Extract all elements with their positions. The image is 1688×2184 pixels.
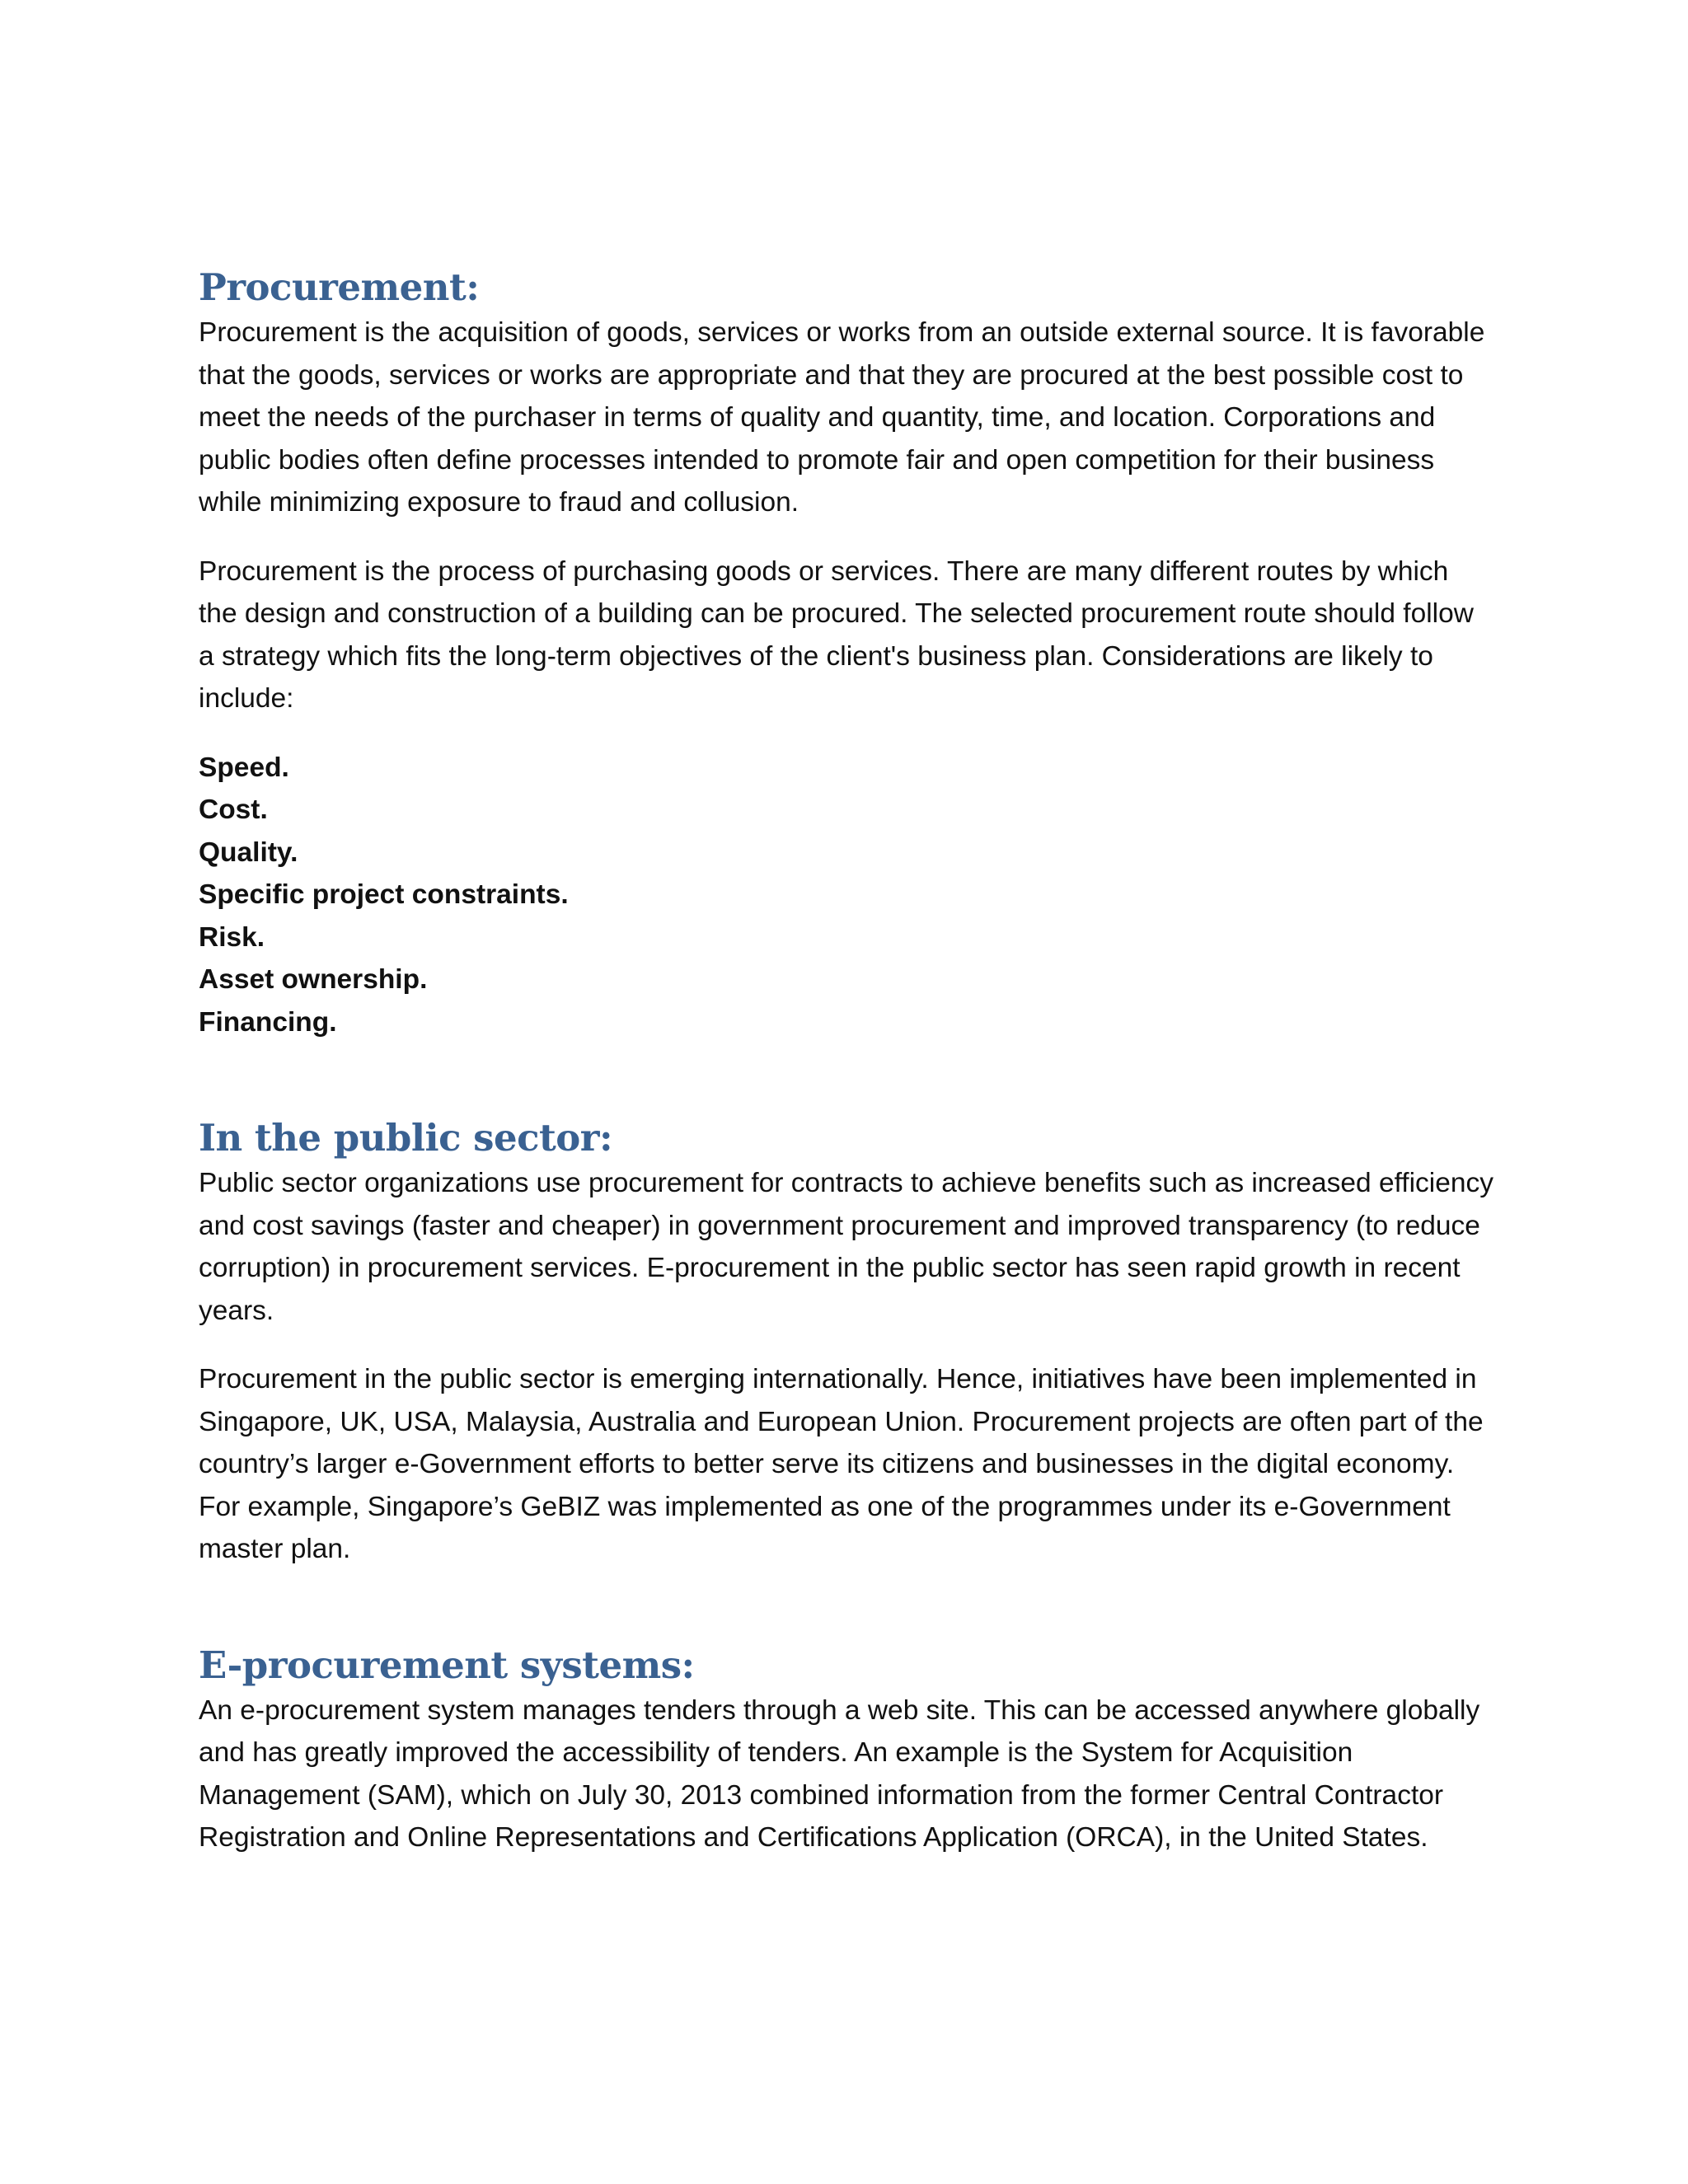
section-e-procurement	[199, 1642, 1494, 1859]
list-item: Quality.	[199, 837, 298, 868]
list-item: Speed.	[199, 752, 289, 783]
document-content	[199, 264, 1494, 1859]
considerations-list	[199, 747, 1494, 1044]
list-item: Financing.	[199, 1006, 337, 1038]
heading-procurement: Procurement:	[199, 265, 480, 309]
paragraph: An e-procurement system manages tenders through a web site. This can be accessed anywhere globally and has greatly improved the accessibility of tenders. An example is the System for Acquisition Management (SAM), which on July 30, 2013 combined information from the former Central Contractor Registration and Online Representations and Certifications Application (ORCA), in the United States.	[199, 1694, 1480, 1853]
paragraph: Procurement is the process of purchasing goods or services. There are many different routes by which the design and construction of a building can be procured. The selected procurement route should follow a strategy which fits the long-term objectives of the client's business plan. Considerations are likely to include:	[199, 555, 1474, 714]
heading-public-sector: In the public sector:	[199, 1116, 613, 1160]
list-item: Risk.	[199, 921, 265, 953]
list-item: Cost.	[199, 794, 268, 825]
section-procurement	[199, 264, 1494, 1043]
list-item: Specific project constraints.	[199, 879, 569, 910]
paragraph: Procurement is the acquisition of goods, services or works from an outside external source. It is favorable that the goods, services or works are appropriate and that they are procured at the best possible cost to meet the needs of the purchaser in terms of quality and quantity, time, and location. Corporations and public bodies often define processes intended to promote fair and open competition for their business while minimizing exposure to fraud and collusion.	[199, 317, 1485, 518]
paragraph: Public sector organizations use procurement for contracts to achieve benefits such as increased efficiency and cost savings (faster and cheaper) in government procurement and improved transparency (to reduce corruption) in procurement services. E-procurement in the public sector has seen rapid growth in recent years.	[199, 1168, 1493, 1326]
section-public-sector	[199, 1114, 1494, 1571]
heading-e-procurement: E-procurement systems:	[199, 1643, 695, 1687]
paragraph: Procurement in the public sector is emerging internationally. Hence, initiatives have been implemented in Singapore, UK, USA, Malaysia, Australia and European Union. Procurement projects are often part of the country’s larger e-Government efforts to better serve its citizens and businesses in the digital economy. For example, Singapore’s GeBIZ was implemented as one of the programmes under its e-Government master plan.	[199, 1364, 1484, 1564]
list-item: Asset ownership.	[199, 964, 428, 995]
